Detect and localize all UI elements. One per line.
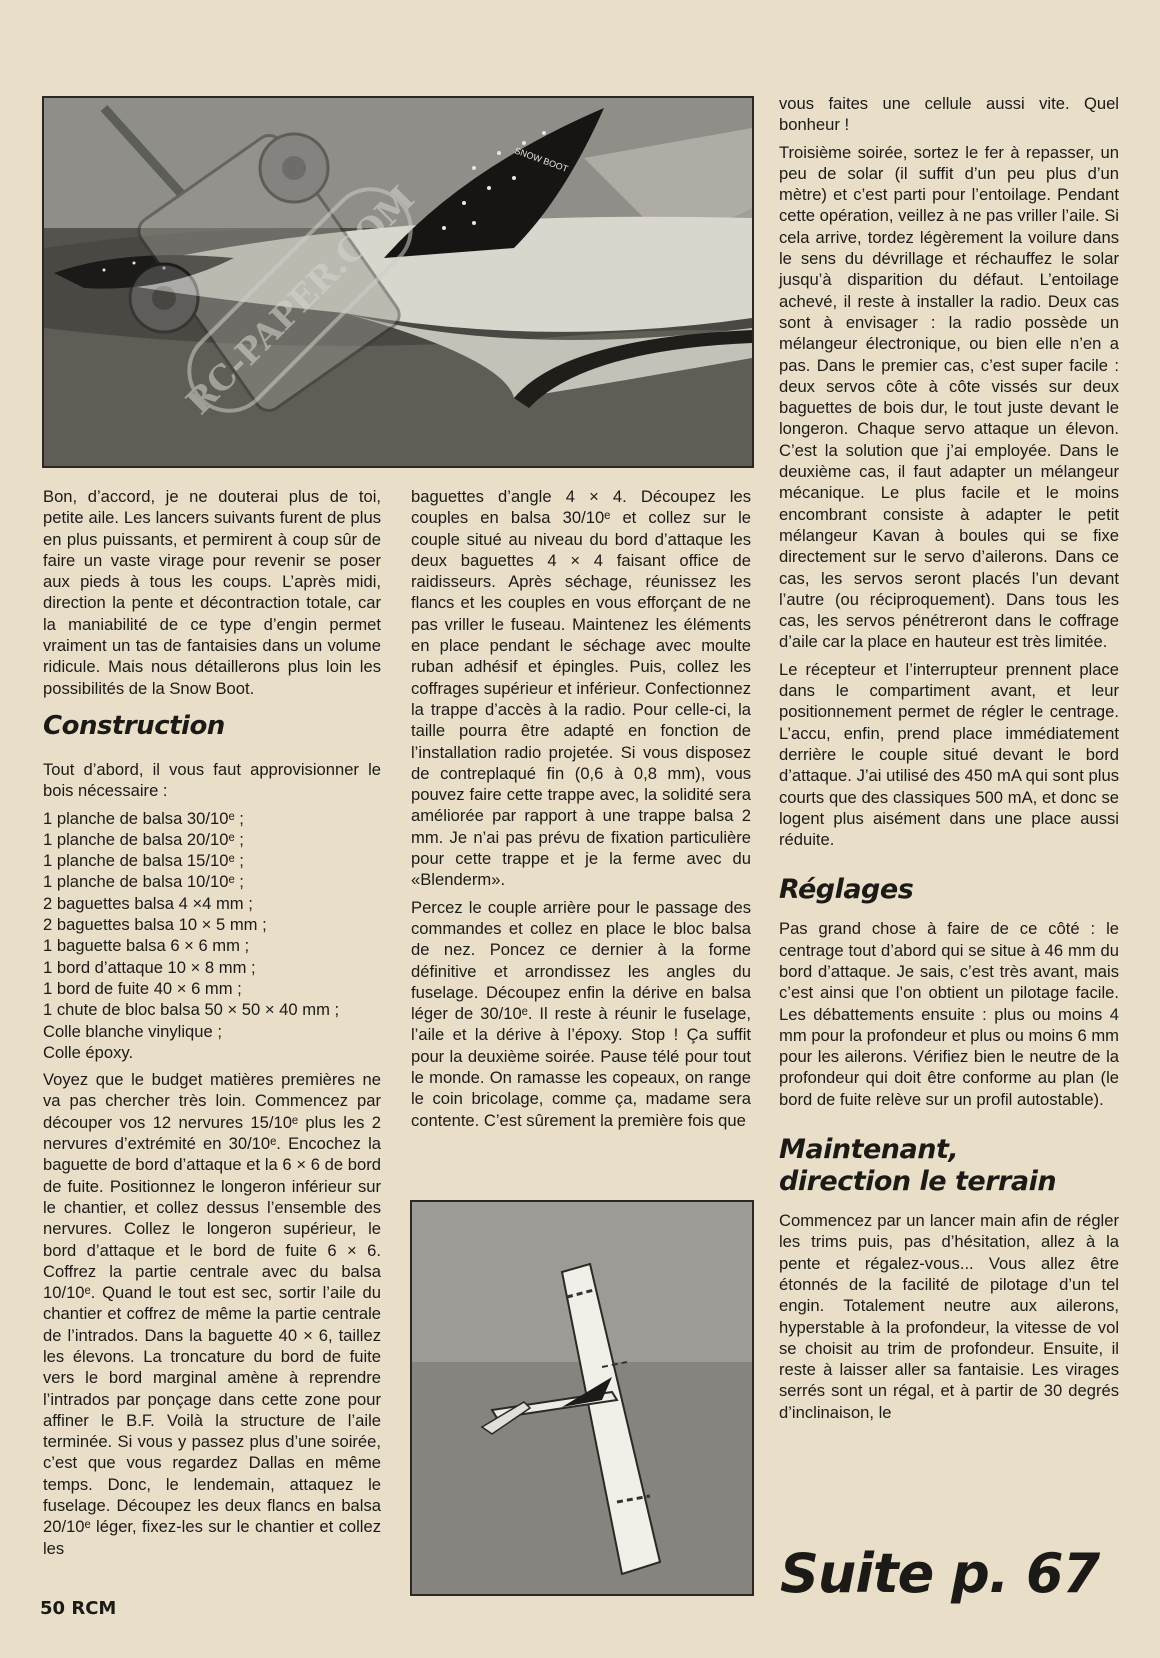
list-item: 1 chute de bloc balsa 50 × 50 × 40 mm ;	[43, 1000, 340, 1020]
list-item: Colle blanche vinylique ;	[43, 1021, 222, 1041]
continued-on-page: Suite p. 67	[780, 1542, 1100, 1605]
heading-line: direction le terrain	[779, 1166, 1057, 1198]
paragraph: Pas grand chose à faire de ce côté : le centrage tout d’abord qui se situe à 46 mm du bord d’attaque. Je sais, c’est très avant, mais c’est ainsi que l’on obtient un pilotage facile. Les débattements ensuite : plus ou moins 4 mm pour la profondeur et plus ou moins 6 mm pour les ailerons. Vérifiez bien le neutre de la profondeur qui doit être conforme au plan (le bord de fuite relève sur un profil autostable).	[779, 919, 1119, 1109]
paragraph: Troisième soirée, sortez le fer à repasser, un peu de solar (il suffit d’un peu plus d’un mètre) et c’est parti pour l’entoilage. Pendant cette opération, veillez à ne pas vriller l’aile. Si cela arrive, tordez légèrement la voilure dans le sens du dévrillage et réchauffez le solar jusqu’à disparition du défaut. L’entoilage achevé, il reste à installer la radio. Deux cas sont à envisager : la radio possède un mélangeur électronique, ou bien elle n’en a pas. Dans le premier cas, c’est super facile : deux servos côte à côte vissés sur deux baguettes de bois dur, le tout juste devant le longeron. Chaque servo attaque un élevon. C’est la solution que j’ai employée. Dans le deuxième cas, il faut adapter un mélangeur mécanique. Le plus facile et le moins encombrant consiste à adapter le petit mélangeur Kavan à boules qui se fixe directement sur le servo d’ailerons. Dans ce cas, les servos seront placés l’un devant l’autre (ou réciproquement). Dans tous les cas, les servos pénétreront dans le coffrage d’aile car la place en hauteur est très limitée.	[779, 142, 1119, 652]
list-item: 1 planche de balsa 10/10ᵉ ;	[43, 872, 244, 892]
section-heading-construction: Construction	[43, 710, 225, 741]
paragraph: baguettes d’angle 4 × 4. Découpez les couples en balsa 30/10ᵉ et collez sur le couple situé au niveau du bord d’attaque les deux baguettes 4 × 4 faisant office de raidisseurs. Après séchage, réunissez les flancs et les couples en vous efforçant de ne pas vriller le fuseau. Maintenez les éléments en place pendant le séchage avec moulte ruban adhésif et épingles. Puis, collez les coffrages supérieur et inférieur. Confectionnez la trappe d’accès à la radio. Pour celle-ci, la taille pourra être adapté en fonction de l’installation radio projetée. Si vous disposez de contreplaqué fin (0,6 à 0,8 mm), vous pouvez faire cette trappe avec, la solidité sera améliorée par rapport à une trappe balsa 2 mm. Je n’ai pas prévu de fixation particulière pour cette trappe et je la ferme avec du «Blenderm».	[411, 487, 751, 890]
list-item: 1 planche de balsa 30/10ᵉ ;	[43, 808, 244, 828]
wing-lettering: SNOW BOOT	[513, 145, 570, 175]
paragraph: Le récepteur et l’interrupteur prennent place dans le compartiment avant, et leur positionnement permet de régler le centrage. L’accu, enfin, prend place immédiatement derrière le couple situé devant le bord d’attaque. J’ai utilisé des 450 mA qui sont plus courts que des classiques 500 mA, et donc se logent plus aisément dans une place aussi réduite.	[779, 659, 1119, 850]
rc-paper-watermark	[150, 150, 450, 450]
magazine-name: RCM	[71, 1598, 117, 1619]
column-2	[411, 486, 751, 1137]
paragraph: Commencez par un lancer main afin de régler les trims puis, pas d’hésitation, allez à la pente et régalez-vous... Vous allez être étonnés de la facilité de pilotage d’un tel engin. Totalement neutre aux ailerons, hyperstable à la profondeur, la vitesse de vol se choisit au trim de profondeur. Ensuite, il reste à laisser aller sa fantaisie. Les virages serrés sont un régal, et à partir de 30 degrés d’inclinaison, le	[779, 1211, 1119, 1422]
paragraph: Tout d’abord, il vous faut approvisionner le bois nécessaire :	[43, 759, 381, 801]
section-heading-reglages: Réglages	[779, 874, 914, 906]
list-item: 2 baguettes balsa 10 × 5 mm ;	[43, 915, 267, 935]
section-heading-terrain	[779, 1134, 1119, 1198]
paragraph: Bon, d’accord, je ne douterai plus de toi, petite aile. Les lancers suivants furent de plus en plus puissants, et permirent à coup sûr de faire un vaste virage pour revenir se poser aux pieds à tous les coups. L’après midi, direction la pente et décontraction totale, car la maniabilité de ce type d’engin permet vraiment un tas de fantaisies dans un volume ridicule. Mais nous détaillerons plus loin les possibilités de la Snow Boot.	[43, 487, 381, 698]
list-item: 1 bord de fuite 40 × 6 mm ;	[43, 978, 242, 998]
glider-flight-photo	[410, 1200, 754, 1596]
list-item: 1 bord d’attaque 10 × 8 mm ;	[43, 957, 256, 977]
list-item: 1 baguette balsa 6 × 6 mm ;	[43, 936, 250, 956]
page-footer	[40, 1598, 116, 1619]
heading-line: Maintenant,	[779, 1134, 959, 1166]
paragraph: Percez le couple arrière pour le passage des commandes et collez en place le bloc balsa de nez. Poncez ce dernier à la forme définitive et arrondissez les angles du fuselage. Découpez enfin la dérive en balsa léger de 30/10ᵉ. Il reste à réunir le fuselage, l’aile et la dérive à l’époxy. Stop ! Ça suffit pour la deuxième soirée. Pause télé pour tout le monde. On ramasse les copeaux, on range le coin bricolage, comme ça, madame sera contente. C’est sûrement la première fois que	[411, 897, 751, 1130]
list-item: 1 planche de balsa 15/10ᵉ ;	[43, 851, 244, 871]
paragraph: Voyez que le budget matières premières ne va pas chercher très loin. Commencez par découper vos 12 nervures 15/10ᵉ plus les 2 nervures d’extrémité en 30/10ᵉ. Encochez la baguette de bord d’attaque et la 6 × 6 de bord de fuite. Positionnez le longeron inférieur sur le chantier, et collez dessus l’ensemble des nervures. Collez le longeron supérieur, le bord d’attaque et le bord de fuite 6 × 6. Coffrez la partie centrale avec du balsa 10/10ᵉ. Quand le tout est sec, sortir l’aile du chantier et coffrez de même la partie centrale de l’intrados. Dans la baguette 40 × 6, taillez les élevons. La troncature du bord de fuite vers le bord marginal amène à reprendre l’intrados par ponçage dans cette zone pour affiner le B.F. Voilà la structure de l’aile terminée. Si vous y passez plus d’une soirée, c’est que vous regardez Dallas en même temps. Donc, le lendemain, attaquez le fuselage. Découpez les deux flancs en balsa 20/10ᵉ léger, fixez-les sur le chantier et collez les	[43, 1070, 381, 1558]
materials-list	[43, 808, 381, 1064]
list-item: 2 baguettes balsa 4 ×4 mm ;	[43, 893, 253, 913]
watermark-text: RC-PAPER.COM	[178, 178, 423, 423]
paragraph: vous faites une cellule aussi vite. Quel bonheur !	[779, 94, 1119, 135]
glider-illustration	[412, 1202, 752, 1594]
list-item: 1 planche de balsa 20/10ᵉ ;	[43, 829, 244, 849]
list-item: Colle époxy.	[43, 1042, 134, 1062]
column-1	[43, 486, 381, 1565]
column-3	[779, 93, 1119, 1429]
page-number: 50	[40, 1598, 66, 1619]
